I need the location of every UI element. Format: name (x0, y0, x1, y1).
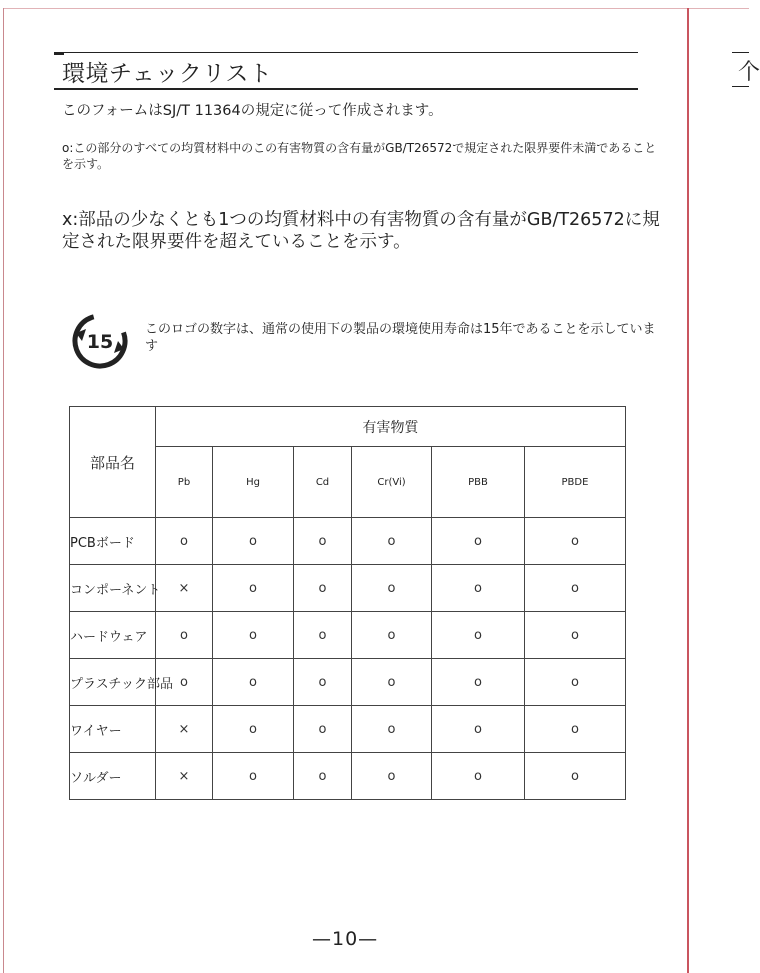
table-row (70, 659, 626, 706)
intro-o-definition: o:この部分のすべての均質材料中のこの有害物質の含有量がGB/T26572で規定された限界要件未満であることを示す。 (62, 141, 657, 171)
substance-mark: o (156, 518, 213, 565)
page-title: 環境チェックリスト (62, 61, 273, 87)
substance-mark: o (432, 612, 525, 659)
substance-mark: o (156, 612, 213, 659)
part-name: コンポーネント (70, 565, 156, 612)
substance-mark: o (432, 518, 525, 565)
substance-mark: o (352, 706, 432, 753)
substance-header-cd: Cd (294, 447, 352, 518)
substance-mark: o (432, 565, 525, 612)
page-border-left (3, 8, 4, 973)
page-border-top (3, 8, 749, 9)
intro-x-definition: x:部品の少なくとも1つの均質材料中の有害物質の含有量がGB/T26572に規定された限界要件を超えていることを示す。 (62, 210, 660, 252)
epup-15-year-icon (70, 311, 130, 371)
substance-header-hg: Hg (213, 447, 294, 518)
substance-mark: o (294, 659, 352, 706)
substance-mark: o (213, 565, 294, 612)
page-number: —10— (312, 928, 379, 950)
page-divider (687, 8, 689, 973)
hazardous-substances-header: 有害物質 (156, 407, 626, 447)
substance-mark: o (525, 753, 626, 800)
substance-mark: o (525, 565, 626, 612)
logo-number: 15 (86, 331, 114, 353)
title-rule-top (54, 52, 638, 53)
substance-mark: o (525, 706, 626, 753)
substance-mark: o (213, 706, 294, 753)
substance-header-pb: Pb (156, 447, 213, 518)
substance-mark: o (525, 518, 626, 565)
substance-header-pbde: PBDE (525, 447, 626, 518)
substance-mark: o (432, 753, 525, 800)
substance-mark: × (156, 753, 213, 800)
substance-mark: o (352, 518, 432, 565)
next-page-title-rule-bottom (732, 86, 749, 87)
next-page-title-rule (732, 52, 749, 53)
substance-mark: o (294, 612, 352, 659)
substance-mark: o (352, 659, 432, 706)
title-rule-bottom (54, 88, 638, 90)
substance-mark: o (156, 659, 213, 706)
substance-mark: o (213, 659, 294, 706)
part-name-header: 部品名 (70, 407, 156, 518)
substance-mark: o (213, 753, 294, 800)
substance-mark: o (213, 518, 294, 565)
substance-mark: o (294, 565, 352, 612)
substance-mark: o (294, 753, 352, 800)
table-row (70, 612, 626, 659)
substance-mark: o (294, 518, 352, 565)
table-row (70, 518, 626, 565)
part-name: ハードウェア (70, 612, 156, 659)
hazardous-substance-table (69, 406, 626, 800)
part-name: プラスチック部品 (70, 659, 156, 706)
substance-mark: o (352, 565, 432, 612)
logo-note: このロゴの数字は、通常の使用下の製品の環境使用寿命は15年であることを示しています (145, 322, 656, 354)
substance-header-cr-vi: Cr(Vi) (352, 447, 432, 518)
table-row (70, 706, 626, 753)
substance-mark: o (294, 706, 352, 753)
substance-header-pbb: PBB (432, 447, 525, 518)
substance-mark: o (352, 612, 432, 659)
substance-mark: × (156, 706, 213, 753)
table-row (70, 753, 626, 800)
substance-mark: × (156, 565, 213, 612)
part-name: ソルダー (70, 753, 156, 800)
part-name: ワイヤー (70, 706, 156, 753)
substance-mark: o (432, 659, 525, 706)
substance-mark: o (525, 659, 626, 706)
substance-mark: o (352, 753, 432, 800)
next-page-title-fragment: 个 (738, 60, 760, 85)
substance-mark: o (213, 612, 294, 659)
table-row (70, 565, 626, 612)
substance-mark: o (432, 706, 525, 753)
intro-standard-note: このフォームはSJ/T 11364の規定に従って作成されます。 (62, 103, 443, 119)
substance-mark: o (525, 612, 626, 659)
part-name: PCBボード (70, 518, 156, 565)
